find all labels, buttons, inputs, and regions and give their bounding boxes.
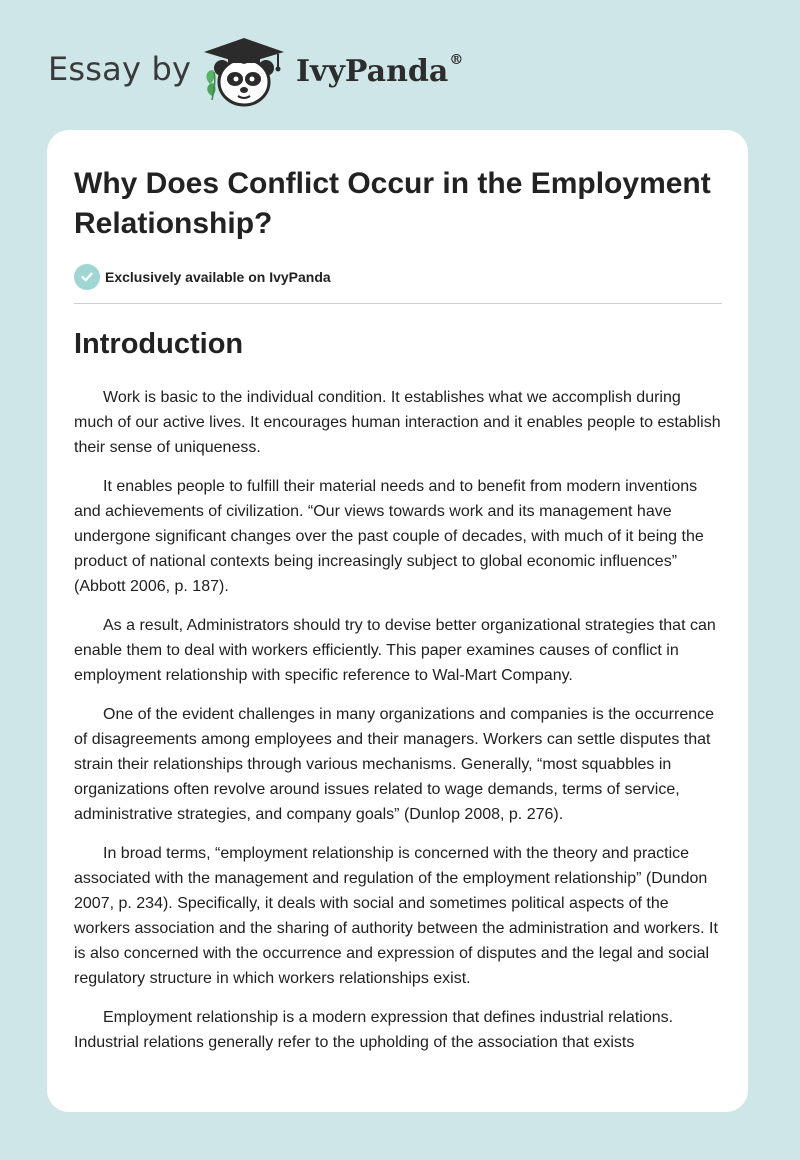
divider — [74, 303, 722, 304]
brand-text: IvyPanda — [296, 54, 449, 89]
essay-card — [47, 130, 748, 1112]
check-circle-icon — [74, 264, 100, 290]
paragraph: It enables people to fulfill their material needs and to benefit from modern inventions and achievements of civilization. “Our views towards work and its management have undergone significant changes over the past couple of decades, with much of it being the product of national contexts being increasingly subject to global economic influences” (Abbott 2006, p. 187). — [74, 478, 704, 595]
paragraph: As a result, Administrators should try to devise better organizational strategies that can enable them to deal with workers efficiently. This paper examines causes of conflict in employment relationship with specific reference to Wal-Mart Company. — [74, 617, 716, 684]
paragraph: Work is basic to the individual condition. It establishes what we accomplish during much of our active lives. It encourages human interaction and it enables people to establish their sense of uniqueness. — [74, 389, 721, 456]
brand-name[interactable] — [296, 54, 463, 89]
panda-graduate-icon[interactable] — [200, 34, 292, 110]
page-title: Why Does Conflict Occur in the Employment Relationship? — [74, 167, 711, 240]
essay-body — [74, 385, 724, 1069]
paragraph: Employment relationship is a modern expression that defines industrial relations. Industrial relations generally refer to the upholding of the association that exists — [74, 1009, 674, 1051]
registered-mark: ® — [449, 52, 464, 68]
essay-by-label: Essay by — [48, 50, 192, 88]
paragraph: One of the evident challenges in many organizations and companies is the occurrence of disagreements among employees and their managers. Workers can settle disputes that strain their relationships through various mechanisms. Generally, “most squabbles in organizations often revolve around issues related to wage demands, terms of service, administrative strategies, and company goals” (Dunlop 2008, p. 276). — [74, 706, 715, 823]
paragraph: In broad terms, “employment relationship is concerned with the theory and practice associated with the management and regulation of the employment relationship” (Dundon 2007, p. 234). Specifically, it deals with social and sometimes political aspects of the workers association and the sharing of authority between the administration and workers. It is also concerned with the occurrence and expression of disputes and the legal and social regulatory structure in which workers relationships exist. — [74, 845, 718, 987]
site-header — [0, 0, 800, 130]
section-heading: Introduction — [74, 328, 244, 360]
exclusive-badge — [74, 264, 331, 290]
badge-text: Exclusively available on IvyPanda — [105, 269, 331, 285]
